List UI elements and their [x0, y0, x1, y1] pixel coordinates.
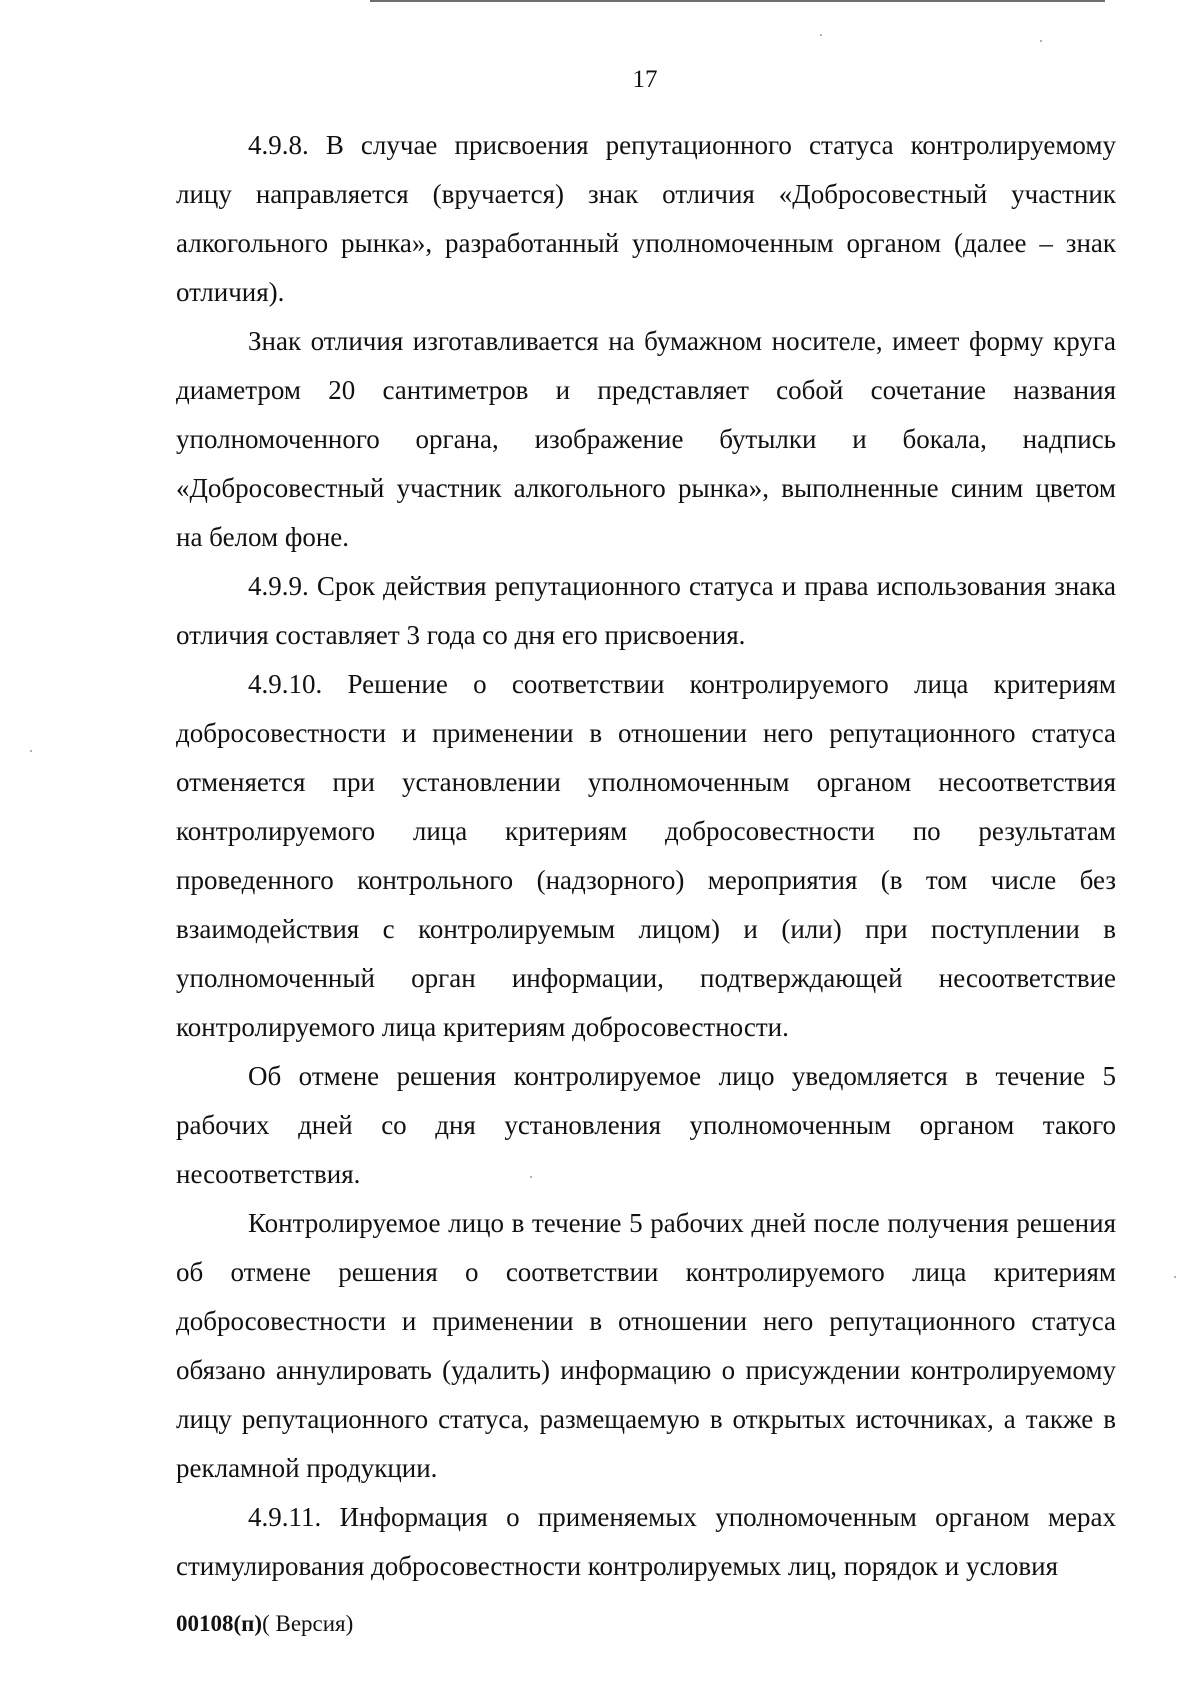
paragraph-4-9-11: 4.9.11. Информация о применяемых уполномоченным органом мерах стимулирования добросовестности контролируемых лиц, порядок и условия [176, 1502, 1116, 1581]
document-version: ( Версия) [262, 1611, 354, 1636]
scan-speck [1174, 1276, 1176, 1278]
paragraph-4-9-9: 4.9.9. Срок действия репутационного статуса и права использования знака отличия составляет 3 года со дня его присвоения. [176, 571, 1116, 650]
paragraph-4-9-8: 4.9.8. В случае присвоения репутационного статуса контролируемому лицу направляется (вручается) знак отличия «Добросовестный участник алкогольного рынка», разработанный уполномоченным органом (далее – знак отличия). [176, 130, 1116, 307]
paragraph-sign-description: Знак отличия изготавливается на бумажном носителе, имеет форму круга диаметром 20 сантиметров и представляет собой сочетание названия уполномоченного органа, изображение бутылки и бокала, надпись «Добросовестный участник алкогольного рынка», выполненные синим цветом на белом фоне. [176, 326, 1116, 552]
document-footer [176, 1609, 353, 1639]
top-rule [370, 0, 1105, 2]
scan-speck [1040, 40, 1042, 42]
paragraph-cancellation-notice: Об отмене решения контролируемое лицо уведомляется в течение 5 рабочих дней со дня установления уполномоченным органом такого несоответствия. [176, 1061, 1116, 1189]
scan-speck [30, 750, 32, 752]
scan-speck [530, 1176, 532, 1178]
page-number: 17 [632, 66, 658, 93]
paragraph-4-9-10: 4.9.10. Решение о соответствии контролируемого лица критериям добросовестности и применении в отношении него репутационного статуса отменяется при установлении уполномоченным органом несоответствия контролируемого лица критериям добросовестности по результатам проведенного контрольного (надзорного) мероприятия (в том числе без взаимодействия с контролируемым лицом) и (или) при поступлении в уполномоченный орган информации, подтверждающей несоответствие контролируемого лица критериям добросовестности. [176, 669, 1116, 1042]
paragraph-annulment-obligation: Контролируемое лицо в течение 5 рабочих дней после получения решения об отмене решения о соответствии контролируемого лица критериям добросовестности и применении в отношении него репутационного статуса обязано аннулировать (удалить) информацию о присуждении контролируемому лицу репутационного статуса, размещаемую в открытых источниках, а также в рекламной продукции. [176, 1208, 1116, 1483]
scan-speck [820, 34, 822, 36]
document-body [176, 121, 1116, 1591]
document-code: 00108(п) [176, 1611, 263, 1636]
